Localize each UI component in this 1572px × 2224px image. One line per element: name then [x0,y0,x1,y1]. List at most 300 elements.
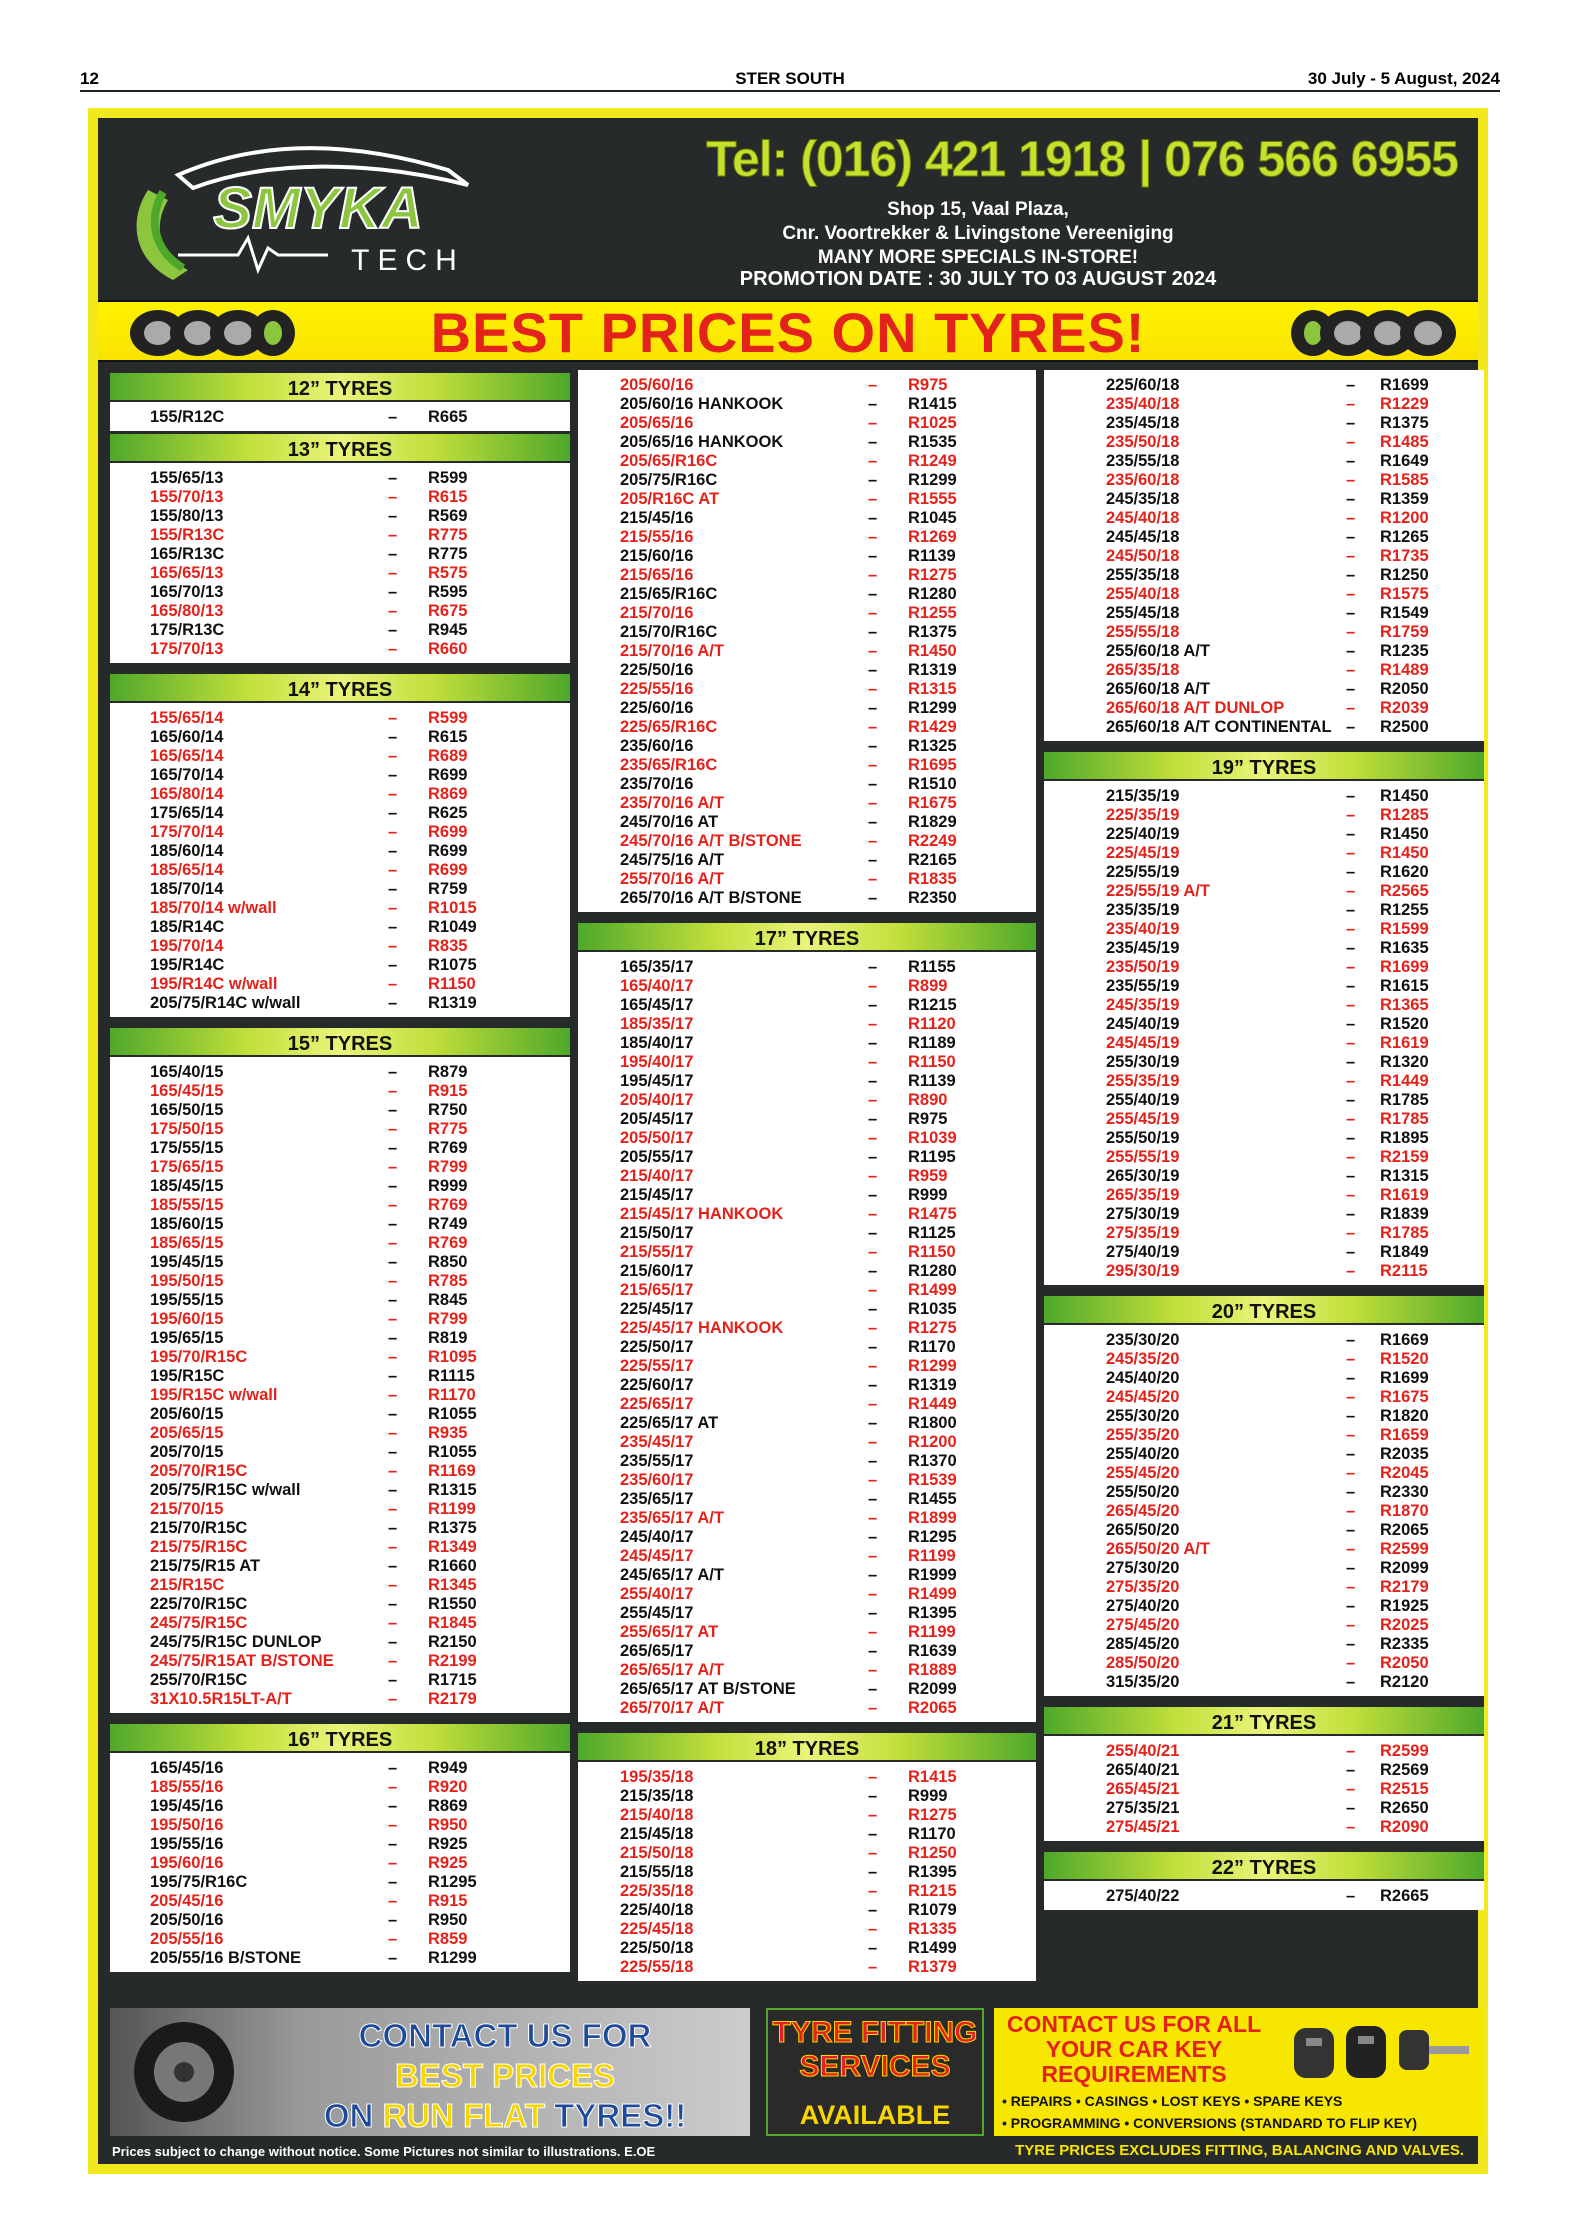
run-flat-line-1: CONTACT US FOR [358,2017,652,2054]
tyre-size: 245/40/19 [1106,1015,1180,1033]
tyre-price-row [578,958,1036,977]
tyre-size: 215/40/18 [620,1806,694,1824]
tyre-price: R869 [428,785,468,803]
tyre-size: 255/40/19 [1106,1091,1180,1109]
separator: – [1346,1780,1356,1798]
separator: – [868,1604,878,1622]
tyre-price: R1375 [428,1519,477,1537]
separator: – [868,889,878,907]
tyre-price-row [110,1310,570,1329]
tyre-price: R1199 [428,1500,476,1518]
separator: – [1346,825,1356,843]
tyre-price: R1450 [908,642,957,660]
separator: – [1346,996,1356,1014]
tyre-price: R1170 [908,1338,956,1356]
tyre-price-row [578,1604,1036,1623]
tyre-price: R1585 [1380,471,1429,489]
separator: – [388,564,398,582]
separator: – [868,1920,878,1938]
tyre-price: R775 [428,545,468,563]
shop-address [658,198,1298,270]
tyre-size: 165/65/13 [150,564,224,582]
tyre-price-row [110,1854,570,1873]
tyre-price-row [1044,585,1484,604]
tyre-price-row [578,1414,1036,1433]
tyre-price-row [110,1690,570,1709]
tyre-price-row [578,1566,1036,1585]
section-title: 13” TYRES [110,431,570,463]
tyre-price-row [1044,376,1484,395]
separator: – [868,1224,878,1242]
tyre-price: R1849 [1380,1243,1429,1261]
price-list [578,370,1036,912]
separator: – [388,1196,398,1214]
tyre-size: 165/R13C [150,545,225,563]
fitting-title [768,2016,982,2084]
tyre-price-row [1044,718,1484,737]
tyre-size: 205/45/17 [620,1110,694,1128]
tyre-price: R1075 [428,956,477,974]
tyre-price: R1285 [1380,806,1429,824]
tyre-price-row [578,1300,1036,1319]
tyre-price-row [578,1186,1036,1205]
tyre-price-row [110,526,570,545]
tyre-price-row [110,1778,570,1797]
separator: – [1346,395,1356,413]
section-title: 14” TYRES [110,671,570,703]
tyre-price: R1785 [1380,1091,1429,1109]
separator: – [868,1091,878,1109]
separator: – [388,640,398,658]
tyre-price: R1199 [908,1623,956,1641]
tyre-price-row [1044,604,1484,623]
section-title: 17” TYRES [578,920,1036,952]
tyre-price-row [1044,680,1484,699]
tyre-price-row [110,1500,570,1519]
tyre-price: R2179 [428,1690,477,1708]
tyre-price: R769 [428,1234,468,1252]
tyre-price: R1120 [908,1015,956,1033]
tyre-price: R665 [428,408,468,426]
tyre-size: 195/55/15 [150,1291,224,1309]
tyre-price-row [1044,1350,1484,1369]
disclaimer: Prices subject to change without notice. Some Pictures not similar to illustrations. E.OE [112,2144,656,2159]
tyre-price: R1429 [908,718,957,736]
tyre-price-row [1044,528,1484,547]
tyre-price-row [110,1405,570,1424]
tyre-price-row [110,1253,570,1272]
separator: – [868,1433,878,1451]
tyre-price-row [110,1652,570,1671]
tyre-size: 155/70/13 [150,488,224,506]
tyre-size: 225/60/17 [620,1376,694,1394]
separator: – [1346,1761,1356,1779]
separator: – [1346,1072,1356,1090]
separator: – [1346,509,1356,527]
tyre-price-row [110,1816,570,1835]
separator: – [388,1158,398,1176]
separator: – [388,1614,398,1632]
tyre-price-row [1044,1780,1484,1799]
separator: – [1346,977,1356,995]
separator: – [1346,1578,1356,1596]
separator: – [388,1930,398,1948]
tyre-price: R1635 [1380,939,1429,957]
tyre-price: R1660 [428,1557,477,1575]
tyre-size: 205/70/R15C [150,1462,248,1480]
separator: – [1346,1110,1356,1128]
separator: – [388,1063,398,1081]
tyre-price: R1695 [908,756,957,774]
separator: – [388,804,398,822]
tyre-price: R2599 [1380,1540,1429,1558]
tyre-size: 205/40/17 [620,1091,694,1109]
separator: – [388,766,398,784]
tyre-price-row [110,1759,570,1778]
tyre-price: R569 [428,507,468,525]
tyre-size: 205/55/17 [620,1148,694,1166]
tyre-price: R1450 [1380,844,1429,862]
separator: – [388,1557,398,1575]
separator: – [388,621,398,639]
tyre-price-row [1044,939,1484,958]
tyre-size: 215/50/17 [620,1224,694,1242]
tyre-price: R1539 [908,1471,957,1489]
separator: – [868,756,878,774]
tyre-price: R1449 [1380,1072,1429,1090]
tyre-price: R2115 [1380,1262,1428,1280]
tyre-size: 265/45/20 [1106,1502,1180,1520]
tyre-price-row [110,766,570,785]
tyre-size: 225/35/18 [620,1882,694,1900]
fitting-line-2: SERVICES [799,2050,951,2083]
tyre-price-row [578,1825,1036,1844]
tyre-size: 225/45/17 HANKOOK [620,1319,784,1337]
separator: – [868,1844,878,1862]
tyre-size: 245/40/18 [1106,509,1180,527]
tyre-size: 185/70/14 w/wall [150,899,277,917]
separator: – [868,1053,878,1071]
tyre-price-row [1044,1034,1484,1053]
tyre-size: 215/75/R15 AT [150,1557,261,1575]
tyre-size: 245/65/17 A/T [620,1566,724,1584]
tyre-price-row [110,1424,570,1443]
separator: – [1346,1205,1356,1223]
section-title: 21” TYRES [1044,1704,1484,1736]
tyre-price-row [1044,433,1484,452]
tyre-price: R1250 [1380,566,1429,584]
tyre-price-row [578,623,1036,642]
tyre-size: 215/60/17 [620,1262,694,1280]
tyre-price-row [578,1939,1036,1958]
tyre-size: 215/70/15 [150,1500,224,1518]
tyre-size: 185/40/17 [620,1034,694,1052]
tyre-price-row [110,709,570,728]
tyre-size: 265/50/20 A/T [1106,1540,1210,1558]
tyre-price: R1295 [428,1873,477,1891]
tyre-price: R1150 [908,1243,956,1261]
tyre-price: R1699 [1380,1369,1429,1387]
separator: – [1346,1818,1356,1836]
tyre-price: R1520 [1380,1350,1429,1368]
tyre-icon [124,2018,244,2126]
tyre-price-row [110,1797,570,1816]
tyre-price: R1275 [908,566,957,584]
tyre-size: 235/65/R16C [620,756,718,774]
separator: – [388,1949,398,1967]
tyre-size: 315/35/20 [1106,1673,1180,1691]
tyre-price: R999 [908,1787,948,1805]
tyre-price: R915 [428,1082,468,1100]
tyre-size: 255/65/17 AT [620,1623,719,1641]
column-3 [1044,370,1484,1910]
tyre-price-row [110,408,570,427]
separator: – [388,469,398,487]
separator: – [388,488,398,506]
separator: – [388,1595,398,1613]
tyre-price: R1280 [908,1262,957,1280]
tyre-size: 245/75/16 A/T [620,851,724,869]
tyre-price-row [110,918,570,937]
tyre-price: R1375 [1380,414,1429,432]
tyre-size: 235/60/17 [620,1471,694,1489]
separator: – [388,1177,398,1195]
separator: – [1346,1262,1356,1280]
tyre-price-row [578,699,1036,718]
tyre-size: 235/65/17 A/T [620,1509,724,1527]
tyre-price-row [110,545,570,564]
tyre-size: 215/70/R16C [620,623,718,641]
tyre-price-row [1044,1015,1484,1034]
tyre-price: R1269 [908,528,957,546]
tyre-price: R2099 [1380,1559,1429,1577]
tyre-size: 235/60/18 [1106,471,1180,489]
separator: – [868,1414,878,1432]
tyre-size: 215/55/17 [620,1243,694,1261]
separator: – [868,433,878,451]
separator: – [868,813,878,831]
tyre-price-row [1044,1578,1484,1597]
tyre-price-row [578,977,1036,996]
tyre-price: R1189 [908,1034,956,1052]
tyre-price: R2065 [1380,1521,1429,1539]
tyre-price-row [110,785,570,804]
tyre-price-row [110,1633,570,1652]
tyre-size: 255/35/20 [1106,1426,1180,1444]
tyre-price: R1125 [908,1224,956,1242]
separator: – [868,604,878,622]
tyre-price: R2199 [428,1652,477,1670]
tyre-size: 245/70/16 A/T B/STONE [620,832,802,850]
separator: – [1346,623,1356,641]
tyre-size: 275/40/20 [1106,1597,1180,1615]
tyre-price: R599 [428,709,468,727]
tyre-price: R2599 [1380,1742,1429,1760]
separator: – [1346,1091,1356,1109]
separator: – [388,1348,398,1366]
separator: – [1346,585,1356,603]
tyre-price-row [1044,1742,1484,1761]
address-line-1: Shop 15, Vaal Plaza, [887,199,1069,220]
tyre-price-row [1044,1110,1484,1129]
separator: – [868,1585,878,1603]
tyre-price-row [578,1129,1036,1148]
tyre-price: R595 [428,583,468,601]
separator: – [1346,958,1356,976]
separator: – [388,785,398,803]
separator: – [868,737,878,755]
tyre-size: 165/65/14 [150,747,224,765]
tyre-size: 235/40/19 [1106,920,1180,938]
tyre-price: R1299 [908,471,957,489]
tyre-price: R1199 [908,1547,956,1565]
separator: – [388,823,398,841]
tyre-size: 235/55/17 [620,1452,694,1470]
tyre-size: 185/55/16 [150,1778,224,1796]
separator: – [1346,901,1356,919]
address-line-2: Cnr. Voortrekker & Livingstone Vereeniging [782,223,1174,244]
tyre-size: 225/45/19 [1106,844,1180,862]
separator: – [868,642,878,660]
tyre-price: R1265 [1380,528,1429,546]
tyre-size: 185/65/15 [150,1234,224,1252]
separator: – [388,1835,398,1853]
tyre-price: R915 [428,1892,468,1910]
tyre-price-row [1044,452,1484,471]
separator: – [1346,1129,1356,1147]
tyre-price: R1319 [908,661,957,679]
tyre-price: R1499 [908,1585,957,1603]
tyre-price: R1025 [908,414,957,432]
price-list [1044,1736,1484,1841]
separator: – [868,870,878,888]
tyre-price-row [110,1215,570,1234]
tyre-price: R1575 [1380,585,1429,603]
tyre-price-row [1044,1262,1484,1281]
tyre-price: R1200 [908,1433,957,1451]
divider [110,663,570,671]
separator: – [388,1759,398,1777]
separator: – [388,1671,398,1689]
tyre-price: R1715 [428,1671,477,1689]
tyre-price-row [1044,566,1484,585]
tyre-price-row [110,1367,570,1386]
tyre-size: 165/80/13 [150,602,224,620]
tyre-price: R1139 [908,1072,956,1090]
tyre-price-row [1044,1483,1484,1502]
tyre-price-row [578,566,1036,585]
tyre-price: R1870 [1380,1502,1429,1520]
run-flat-line-3 [270,2096,740,2136]
tyre-price: R1619 [1380,1034,1429,1052]
tyre-size: 225/55/19 [1106,863,1180,881]
tyre-price-row [1044,806,1484,825]
separator: – [868,452,878,470]
tyre-price: R1499 [908,1939,957,1957]
tyre-price: R1150 [428,975,476,993]
tyre-price: R1615 [1380,977,1429,995]
fitting-line-1: TYRE FITTING [772,2016,978,2049]
tyre-price-row [578,661,1036,680]
separator: – [388,709,398,727]
tyre-price-row [110,1481,570,1500]
tyre-size: 215/50/18 [620,1844,694,1862]
separator: – [1346,1483,1356,1501]
tyre-size: 245/70/16 AT [620,813,719,831]
tyre-size: 225/35/19 [1106,806,1180,824]
separator: – [388,1139,398,1157]
separator: – [868,1528,878,1546]
tyre-price: R1325 [908,737,957,755]
tyre-price-row [578,547,1036,566]
tyre-size: 155/65/14 [150,709,224,727]
tyre-size: 205/75/R15C w/wall [150,1481,301,1499]
tyre-size: 215/45/17 HANKOOK [620,1205,784,1223]
separator: – [868,1863,878,1881]
tyre-size: 225/45/18 [620,1920,694,1938]
separator: – [868,1825,878,1843]
separator: – [388,1873,398,1891]
separator: – [868,1205,878,1223]
tyre-size: 235/70/16 [620,775,694,793]
separator: – [388,1519,398,1537]
tyre-price-row [578,1091,1036,1110]
tyre-price: R1415 [908,395,957,413]
divider [1044,741,1484,749]
tyre-price: R1820 [1380,1407,1429,1425]
tyre-price: R1280 [908,585,957,603]
separator: – [388,1101,398,1119]
tyre-price: R949 [428,1759,468,1777]
tyre-size: 165/60/14 [150,728,224,746]
tyre-size: 255/40/20 [1106,1445,1180,1463]
tyre-size: 195/60/16 [150,1854,224,1872]
tyre-price: R879 [428,1063,468,1081]
tyre-price: R1899 [908,1509,957,1527]
tyre-size: 205/65/16 HANKOOK [620,433,784,451]
tyre-size: 175/70/13 [150,640,224,658]
separator: – [868,623,878,641]
tyre-price-row [578,1642,1036,1661]
tyre-price-row [110,621,570,640]
separator: – [388,1120,398,1138]
separator: – [1346,1426,1356,1444]
tyre-price: R1520 [1380,1015,1429,1033]
run-flat-line-3a: ON [323,2097,383,2134]
tyre-price-row [110,1519,570,1538]
tyre-price-row [578,1319,1036,1338]
tyre-size: 205/50/17 [620,1129,694,1147]
divider [578,912,1036,920]
tyre-size: 225/50/18 [620,1939,694,1957]
separator: – [1346,1243,1356,1261]
tyre-price-row [110,823,570,842]
separator: – [1346,1015,1356,1033]
separator: – [868,1882,878,1900]
tyre-price: R925 [428,1835,468,1853]
separator: – [388,526,398,544]
separator: – [388,1911,398,1929]
tyre-size: 245/40/20 [1106,1369,1180,1387]
tyre-price: R1415 [908,1768,957,1786]
separator: – [1346,642,1356,660]
publication-name: STER SOUTH [735,69,845,88]
tyre-size: 245/35/18 [1106,490,1180,508]
tyre-price: R2500 [1380,718,1429,736]
separator: – [1346,1167,1356,1185]
tyre-size: 195/45/17 [620,1072,694,1090]
tyre-price: R2249 [908,832,957,850]
